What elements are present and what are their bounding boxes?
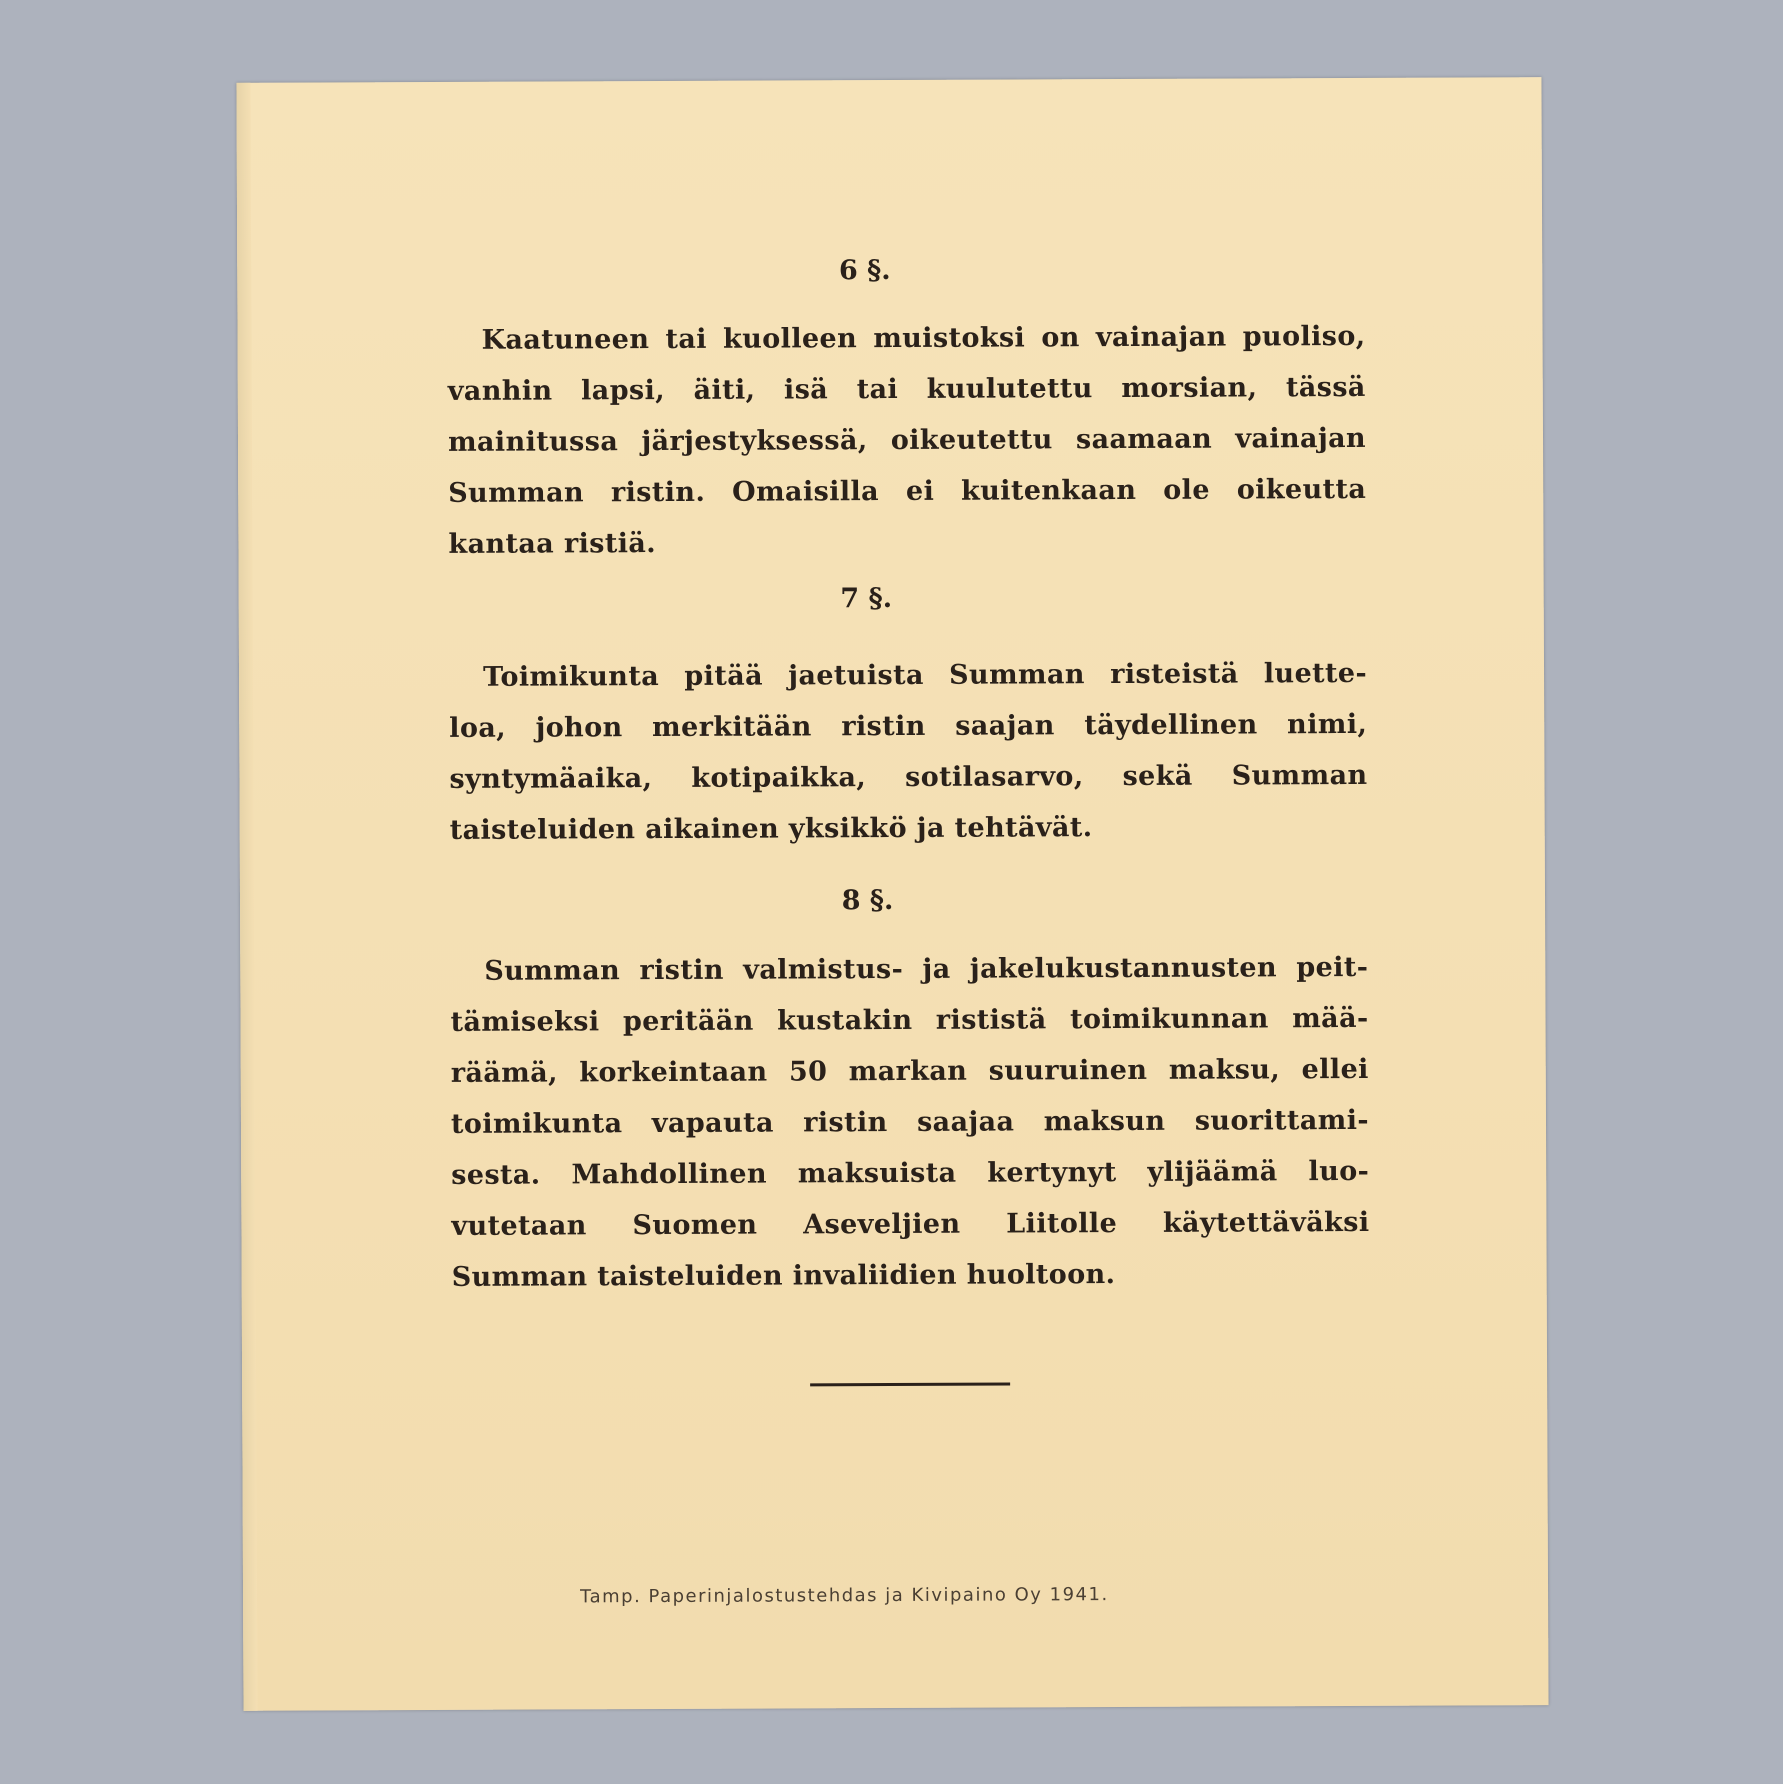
- text-line: syntymäaika, kotipaikka, sotilasarvo, sekä Summan: [449, 759, 1368, 795]
- text-line: Toimikunta pitää jaetuista Summan risteistä luette-: [482, 657, 1368, 693]
- text-line: Summan taisteluiden invaliidien huoltoon.: [451, 1259, 1116, 1293]
- printer-imprint: Tamp. Paperinjalostustehdas ja Kivipaino Oy 1941.: [580, 1584, 1109, 1608]
- section-heading-8: 8 §.: [841, 884, 894, 917]
- text-line: loa, johon merkitään ristin saajan täydellinen nimi,: [449, 708, 1368, 744]
- text-line: vutetaan Suomen Aseveljien Liitolle käytettäväksi: [451, 1206, 1370, 1242]
- text-line: vanhin lapsi, äiti, isä tai kuulutettu morsian, tässä: [447, 371, 1366, 407]
- divider-rule: [810, 1382, 1010, 1386]
- text-line: taisteluiden aikainen yksikkö ja tehtävät.: [449, 812, 1093, 846]
- section-8-paragraph: [450, 942, 1370, 1303]
- section-heading-6: 6 §.: [838, 255, 891, 287]
- section-6-paragraph: [447, 311, 1366, 570]
- text-line: toimikunta vapauta ristin saajaa maksun suorittami-: [450, 1104, 1370, 1140]
- text-line: Summan ristin. Omaisilla ei kuitenkaan ole oikeutta: [448, 473, 1367, 509]
- text-line: tämiseksi peritään kustakin rististä toimikunnan mää-: [450, 1002, 1369, 1038]
- document-page: [236, 77, 1548, 1711]
- section-heading-7: 7 §.: [840, 582, 893, 615]
- text-line: kantaa ristiä.: [448, 528, 657, 560]
- section-7-paragraph: [449, 648, 1368, 856]
- text-line: sesta. Mahdollinen maksuista kertynyt ylijäämä luo-: [451, 1155, 1370, 1191]
- text-line: Summan ristin valmistus- ja jakelukustannusten peit-: [484, 951, 1369, 987]
- text-line: räämä, korkeintaan 50 markan suuruinen maksu, ellei: [450, 1053, 1369, 1089]
- text-line: Kaatuneen tai kuolleen muistoksi on vainajan puoliso,: [481, 320, 1366, 356]
- text-line: mainitussa järjestyksessä, oikeutettu saamaan vainajan: [447, 422, 1367, 458]
